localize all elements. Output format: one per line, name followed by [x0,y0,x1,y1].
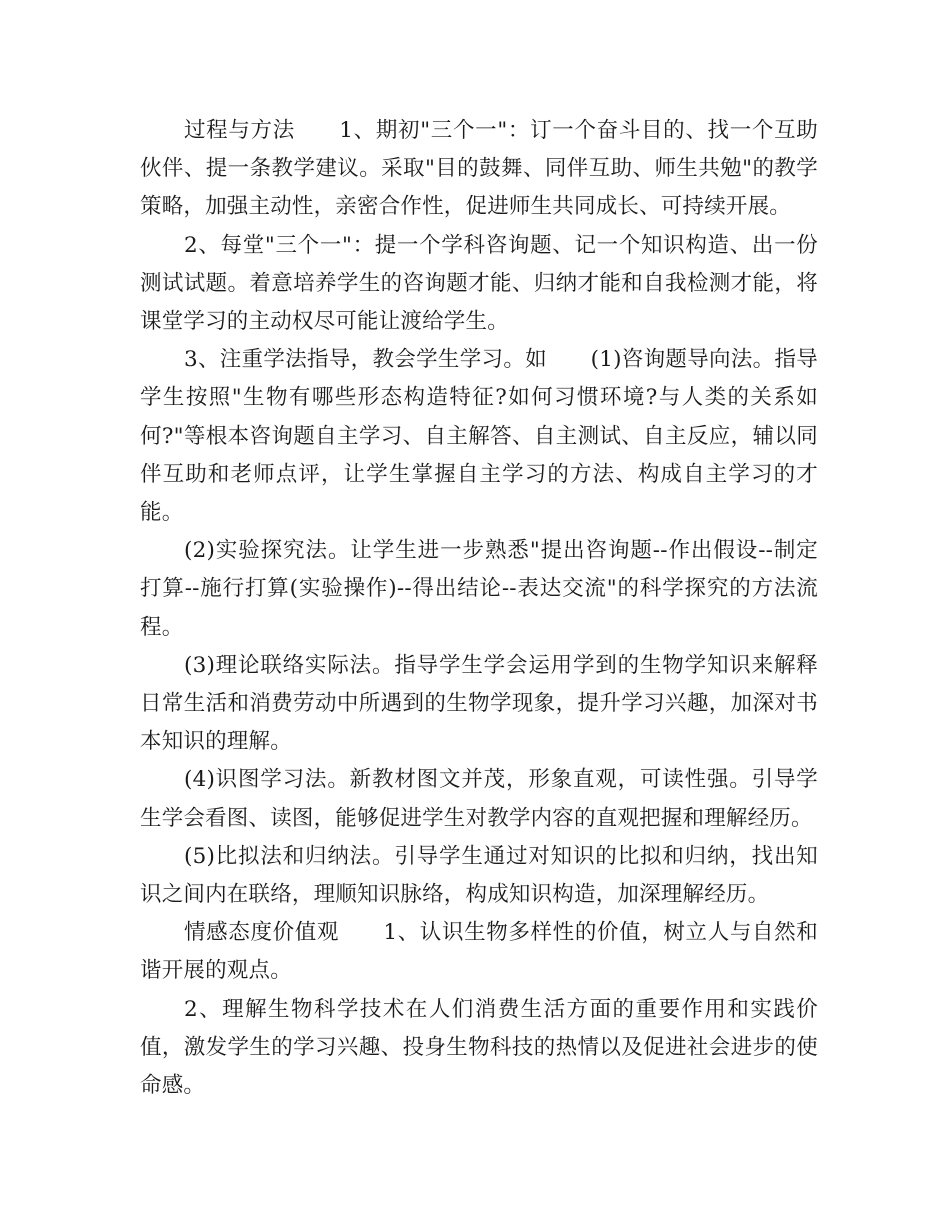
paragraph-study-guidance: 3、注重学法指导，教会学生学习。如 (1)咨询题导向法。指导学生按照"生物有哪些形态构造特征?如何习惯环境?与人类的关系如何?"等根本咨询题自主学习、自主解答、自主测试、自主反应，辅以同伴互助和老师点评，让学生掌握自主学习的方法、构成自主学习的才能。 [140,347,818,526]
paragraph-biotech-value: 2、理解生物科学技术在人们消费生活方面的重要作用和实践价值，激发学生的学习兴趣、投身生物科技的热情以及促进社会进步的使命感。 [140,996,818,1099]
paragraph-experiment-method: (2)实验探究法。让学生进一步熟悉"提出咨询题--作出假设--制定打算--施行打算(实验操作)--得出结论--表达交流"的科学探究的方法流程。 [140,538,818,640]
paragraph-process-methods: 过程与方法 1、期初"三个一"：订一个奋斗目的、找一个互助伙伴、提一条教学建议。采取"目的鼓舞、同伴互助、师生共勉"的教学策略，加强主动性，亲密合作性，促进师生共同成长、可持续开展。 [140,118,818,220]
paragraph-each-class: 2、每堂"三个一"：提一个学科咨询题、记一个知识构造、出一份测试试题。着意培养学生的咨询题才能、归纳才能和自我检测才能，将课堂学习的主动权尽可能让渡给学生。 [140,232,818,335]
paragraph-comparison-method: (5)比拟法和归纳法。引导学生通过对知识的比拟和归纳，找出知识之间内在联络，理顺知识脉络，构成知识构造，加深理解经历。 [140,843,818,908]
document-body [140,112,818,1105]
paragraph-values: 情感态度价值观 1、认识生物多样性的价值，树立人与自然和谐开展的观点。 [140,920,818,984]
paragraph-theory-practice: (3)理论联络实际法。指导学生学会运用学到的生物学知识来解释日常生活和消费劳动中所遇到的生物学现象，提升学习兴趣，加深对书本知识的理解。 [140,652,818,755]
paragraph-diagram-method: (4)识图学习法。新教材图文并茂，形象直观，可读性强。引导学生学会看图、读图，能够促进学生对教学内容的直观把握和理解经历。 [140,767,818,831]
